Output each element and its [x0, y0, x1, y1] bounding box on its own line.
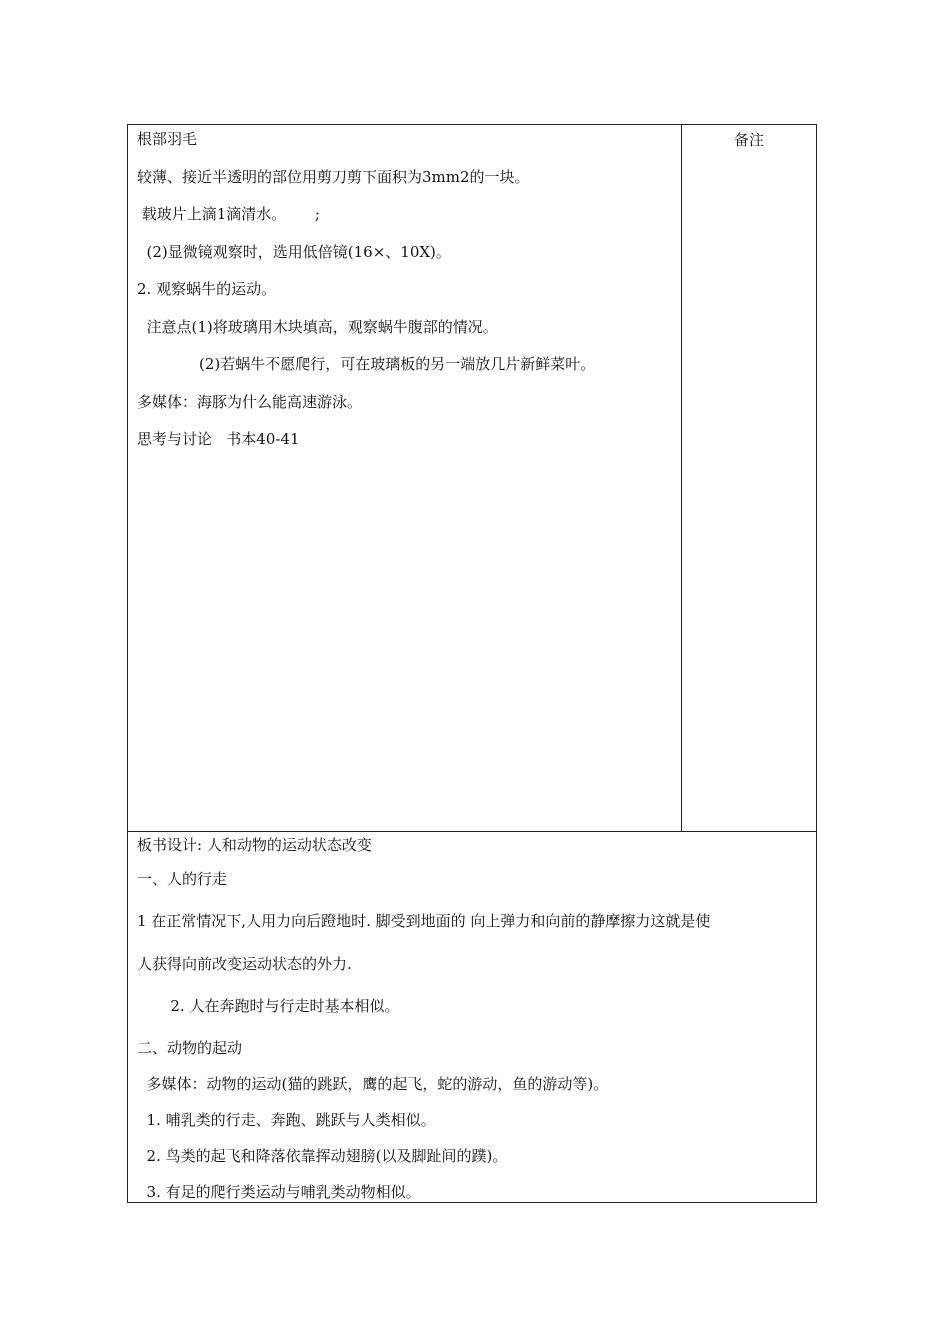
content-line-6: 注意点(1)将玻璃用木块填高，观察蜗牛腹部的情况。: [137, 318, 498, 336]
board-line-6: 多媒体：动物的运动(猫的跳跃，鹰的起飞，蛇的游动，鱼的游动等)。: [137, 1075, 609, 1093]
content-line-4: (2)显微镜观察时，选用低倍镜(16×、10X)。: [137, 243, 451, 261]
content-cell: [128, 125, 682, 832]
content-line-1: 根部羽毛: [137, 130, 198, 148]
board-line-5: 二、动物的起动: [137, 1039, 243, 1057]
content-line-2: 较薄、接近半透明的部位用剪刀剪下面积为3mm2的一块。: [137, 168, 530, 186]
board-design-cell: [128, 832, 817, 1203]
content-line-5: 2. 观察蜗牛的运动。: [137, 280, 277, 298]
board-title: 板书设计: 人和动物的运动状态改变: [137, 836, 372, 854]
content-line-3: 载玻片上滴1滴清水。 ;: [137, 205, 320, 223]
board-line-2: 1 在正常情况下,人用力向后蹬地时. 脚受到地面的 向上弹力和向前的静摩擦力这就是使: [137, 912, 711, 930]
notes-label: 备注: [733, 131, 764, 149]
board-line-4: 2. 人在奔跑时与行走时基本相似。: [137, 997, 400, 1015]
content-line-7: (2)若蜗牛不愿爬行，可在玻璃板的另一端放几片新鲜菜叶。: [137, 355, 596, 373]
notes-cell: [682, 125, 817, 832]
board-line-9: 3. 有足的爬行类运动与哺乳类动物相似。: [137, 1183, 421, 1201]
lesson-plan-table: [127, 124, 817, 1203]
content-line-9: 思考与讨论 书本40-41: [137, 430, 300, 448]
board-line-7: 1. 哺乳类的行走、奔跑、跳跃与人类相似。: [137, 1111, 436, 1129]
board-line-1: 一、人的行走: [137, 870, 228, 888]
content-line-8: 多媒体：海豚为什么能高速游泳。: [137, 393, 363, 411]
board-line-8: 2. 鸟类的起飞和降落依靠挥动翅膀(以及脚趾间的蹼)。: [137, 1147, 508, 1165]
board-line-3: 人获得向前改变运动状态的外力.: [137, 955, 352, 973]
